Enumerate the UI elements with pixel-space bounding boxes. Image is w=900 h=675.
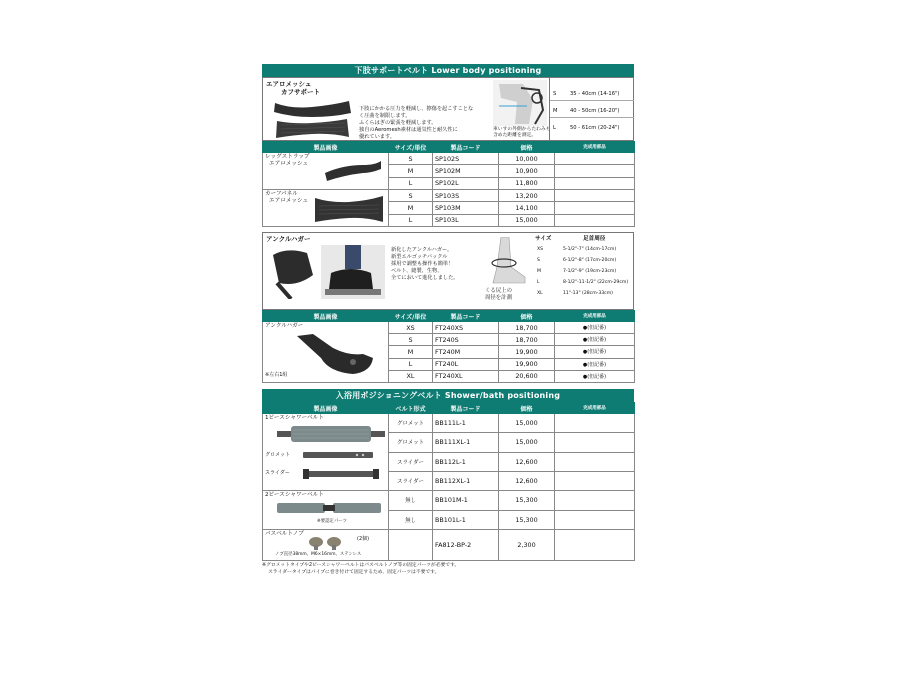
group-name: 1ピースシャワーベルト <box>265 415 324 421</box>
table-row: スライダー BB112L-1 12,600 <box>263 452 635 471</box>
ankle-hugger-info-box: アンクルハガー 新化したアンクルハガー。 新型エルゴッチバックル 採用で調整も操作も簡単！ ベルト、縫製、生物、 全てにおいて進化しました。 くる尻上の 周径を計測 サイズ 足首周径 XS 5-1/2"-7" (14cm-17cm) S 6-1/2"-8" (17cm-20cm) M 7-1/2"-9" (19cm-23cm) L 8-1/2"-11-1/2" (22cm-29cm) XL 11"-13" (28cm-33cm) <box>262 232 634 310</box>
table-row: 1ピースシャワーベルト グロメット スライダー グロメット BB111L-1 15,000 <box>263 414 635 433</box>
table-row: アンクルハガー ※左右1組 XS FT240XS 18,700 ●(但記番) <box>263 322 635 334</box>
two-piece-belt-image <box>277 500 381 516</box>
catalog-page <box>262 64 634 576</box>
table-row: カーフパネル エアロメッシュ S SP103S 13,200 <box>263 190 635 202</box>
ankle-hugger-image <box>293 328 379 376</box>
shower-bath-banner: 入浴用ポジショニングベルト Shower/bath positioning <box>262 389 634 402</box>
lower-body-table <box>262 141 635 227</box>
pair-note: ※左右1組 <box>265 372 288 378</box>
size-label: M <box>553 108 558 114</box>
group-subname: エアロメッシュ <box>269 161 309 167</box>
table-header-row: 製品画像 サイズ/単位 製品コード 価格 完成用部品 <box>263 142 635 153</box>
table-header-row: 製品画像 サイズ/単位 製品コード 価格 完成用部品 <box>263 311 635 322</box>
table-row: スライダー BB112XL-1 12,600 <box>263 471 635 490</box>
group-name: カーフパネル <box>265 191 298 197</box>
slider-strap-image <box>303 469 379 479</box>
size-range: 35 - 40cm (14-16") <box>570 91 620 97</box>
group-name: レッグストラップ <box>265 154 310 160</box>
ankle-hugger-photo-2 <box>321 245 385 299</box>
table-row: レッグストラップ エアロメッシュ S SP102S 10,000 <box>263 153 635 165</box>
grommet-label: グロメット <box>265 452 291 458</box>
ankle-description: 新化したアンクルハガー。 新型エルゴッチバックル 採用で調整も操作も簡単！ ベルト、縫製、生物、 全てにおいて進化しました。 <box>391 247 459 281</box>
table-row: バスベルトノブ (2個) ノブ直径38mm、M6×16mm、ステンレス FA812-BP-2 2,300 <box>263 530 635 561</box>
size-range: 50 - 61cm (20-24") <box>570 125 620 131</box>
aeromesh-info-box <box>262 77 634 141</box>
group-subname: エアロメッシュ <box>269 198 309 204</box>
knob-spec: ノブ直径38mm、M6×16mm、ステンレス <box>275 552 362 557</box>
ankle-measure-image <box>481 237 531 285</box>
table-row: L FT240L 19,900 ●(但記番) <box>263 358 635 370</box>
table-row: L SP103L 15,000 <box>263 214 635 226</box>
group-name: アンクルハガー <box>265 323 304 329</box>
table-row: グロメット BB111XL-1 15,000 <box>263 433 635 452</box>
size-header: サイズ <box>535 236 552 242</box>
wheelchair-leg-image <box>493 80 547 126</box>
product-name: エアロメッシュ <box>266 80 312 88</box>
calf-support-image <box>271 99 353 139</box>
ankle-hugger-photo-1 <box>267 245 319 299</box>
table-header-row: 製品画像 ベルト形式 製品コード 価格 完成用部品 <box>263 403 635 414</box>
table-row: 無し BB101L-1 15,300 <box>263 510 635 530</box>
calf-panel-image <box>313 194 385 224</box>
group-name: 2ピースシャワーベルト <box>265 492 324 498</box>
parts-note: ※要認定パーツ <box>317 519 347 524</box>
size-label: L <box>553 125 556 131</box>
table-row: M SP102M 10,900 <box>263 165 635 177</box>
lower-description: 下肢にかかる圧力を軽減し、擦傷を起こすことな く圧曲を制限します。 ふくらはぎの緊張を軽減します。 独自のAeromesh素材は通気性と耐久性に 優れています。 <box>359 106 474 140</box>
lower-body-banner: 下肢サポートベルト Lower body positioning <box>262 64 634 77</box>
footnote: ※グロメットタイプや2ピースシャワーベルトはバスベルトノブ等の固定パーツが必要です。 <box>262 563 460 568</box>
table-row: M SP103M 14,100 <box>263 202 635 214</box>
knob-count: (2個) <box>357 536 370 542</box>
table-row: 2ピースシャワーベルト ※要認定パーツ 無し BB101M-1 15,300 <box>263 491 635 511</box>
size-range: 40 - 50cm (16-20") <box>570 108 620 114</box>
shower-bath-table <box>262 402 635 561</box>
table-row: L SP102L 11,800 <box>263 177 635 189</box>
range-header: 足首周径 <box>583 236 606 242</box>
product-subname: カフサポート <box>281 88 320 96</box>
table-row: M FT240M 19,900 ●(但記番) <box>263 346 635 358</box>
ankle-measure-caption: くる尻上の 周径を計測 <box>485 288 512 301</box>
table-row: S FT240S 18,700 ●(但記番) <box>263 334 635 346</box>
one-piece-belt-image <box>277 424 385 444</box>
leg-strap-image <box>323 159 383 181</box>
group-name: バスベルトノブ <box>265 531 304 537</box>
product-name: アンクルハガー <box>266 235 311 243</box>
ankle-hugger-table <box>262 310 635 383</box>
grommet-strap-image <box>303 451 373 459</box>
table-row: XL FT240XL 20,600 ●(但記番) <box>263 370 635 382</box>
lower-size-chart <box>549 78 634 140</box>
footnote: スライダータイプはパイプに巻き付けて固定するため、固定パーツは不要です。 <box>268 570 440 575</box>
slider-label: スライダー <box>265 470 290 476</box>
size-label: S <box>553 91 557 97</box>
measure-note: 車いすの外側からたわみも 含めた距離を測定。 <box>493 127 551 138</box>
knob-image <box>307 536 347 550</box>
